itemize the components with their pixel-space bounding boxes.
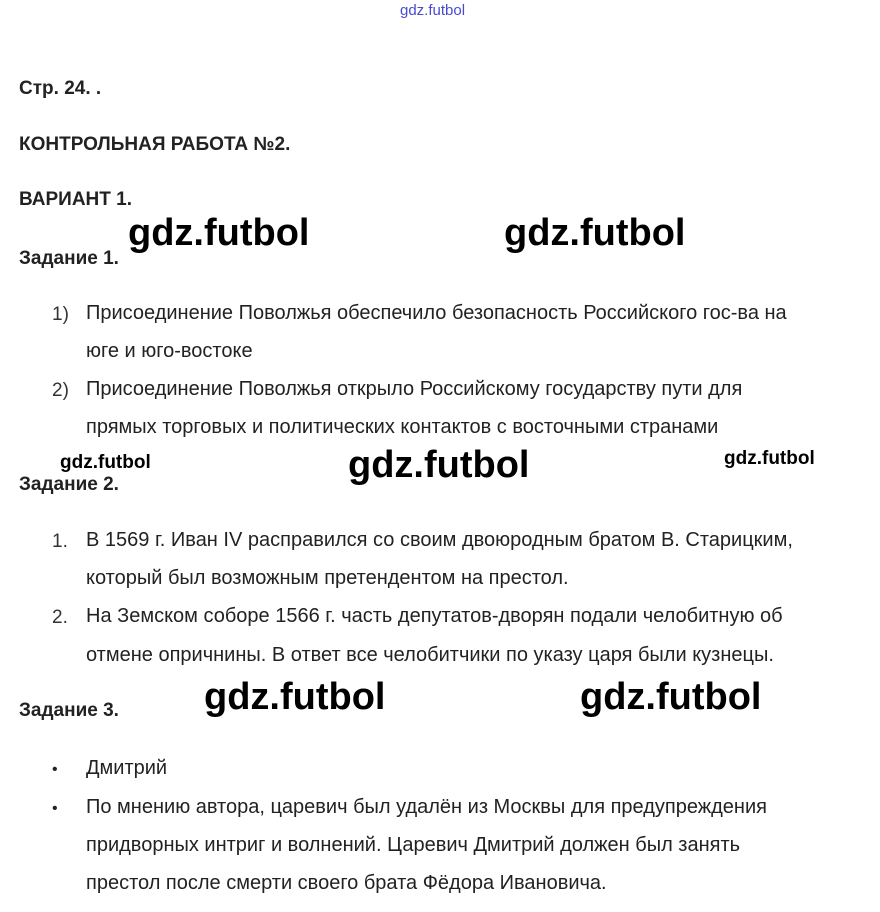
- task1-item-2-line-1: Присоединение Поволжья открыло Российскому государству пути для: [86, 378, 743, 400]
- task1-item-1-line-1: Присоединение Поволжья обеспечило безопасность Российского гос-ва на: [86, 302, 787, 324]
- task3-item-1-bullet: •: [52, 761, 58, 778]
- task2-item-2-marker: 2.: [52, 607, 68, 628]
- task2-heading: Задание 2.: [19, 474, 119, 495]
- task3-item-2-line-2: придворных интриг и волнений. Царевич Дмитрий должен был занять: [86, 834, 741, 856]
- task1-item-2-marker: 2): [52, 380, 69, 401]
- watermark-top: gdz.futbol: [400, 2, 466, 19]
- task3-heading: Задание 3.: [19, 700, 119, 721]
- task1-item-2-line-2: прямых торговых и политических контактов с восточными странами: [86, 416, 719, 438]
- task3-item-2-bullet: •: [52, 800, 58, 817]
- watermark-5: gdz.futbol: [724, 448, 815, 469]
- watermark-6: gdz.futbol: [204, 676, 386, 718]
- task2-item-1-line-1: В 1569 г. Иван IV расправился со своим двоюродным братом В. Старицким,: [86, 529, 793, 551]
- task2-item-2-line-1: На Земском соборе 1566 г. часть депутатов-дворян подали челобитную об: [86, 605, 783, 627]
- task2-item-1-line-2: который был возможным претендентом на престол.: [86, 567, 569, 589]
- variant-heading: ВАРИАНТ 1.: [19, 189, 132, 210]
- task1-item-1-line-2: юге и юго-востоке: [86, 340, 253, 362]
- task1-heading: Задание 1.: [19, 248, 119, 269]
- document-title: КОНТРОЛЬНАЯ РАБОТА №2.: [19, 134, 291, 155]
- page-reference: Стр. 24. .: [19, 78, 102, 99]
- task2-item-1-marker: 1.: [52, 531, 68, 552]
- task2-item-2-line-2: отмене опричнины. В ответ все челобитчики по указу царя были кузнецы.: [86, 644, 774, 666]
- task3-item-2-line-3: престол после смерти своего брата Фёдора Ивановича.: [86, 872, 607, 894]
- watermark-4: gdz.futbol: [348, 444, 530, 486]
- watermark-7: gdz.futbol: [580, 676, 762, 718]
- watermark-2: gdz.futbol: [504, 212, 686, 254]
- task3-item-2-line-1: По мнению автора, царевич был удалён из Москвы для предупреждения: [86, 796, 767, 818]
- watermark-1: gdz.futbol: [128, 212, 310, 254]
- task1-item-1-marker: 1): [52, 304, 69, 325]
- watermark-3: gdz.futbol: [60, 452, 151, 473]
- task3-item-1-line-1: Дмитрий: [86, 757, 168, 779]
